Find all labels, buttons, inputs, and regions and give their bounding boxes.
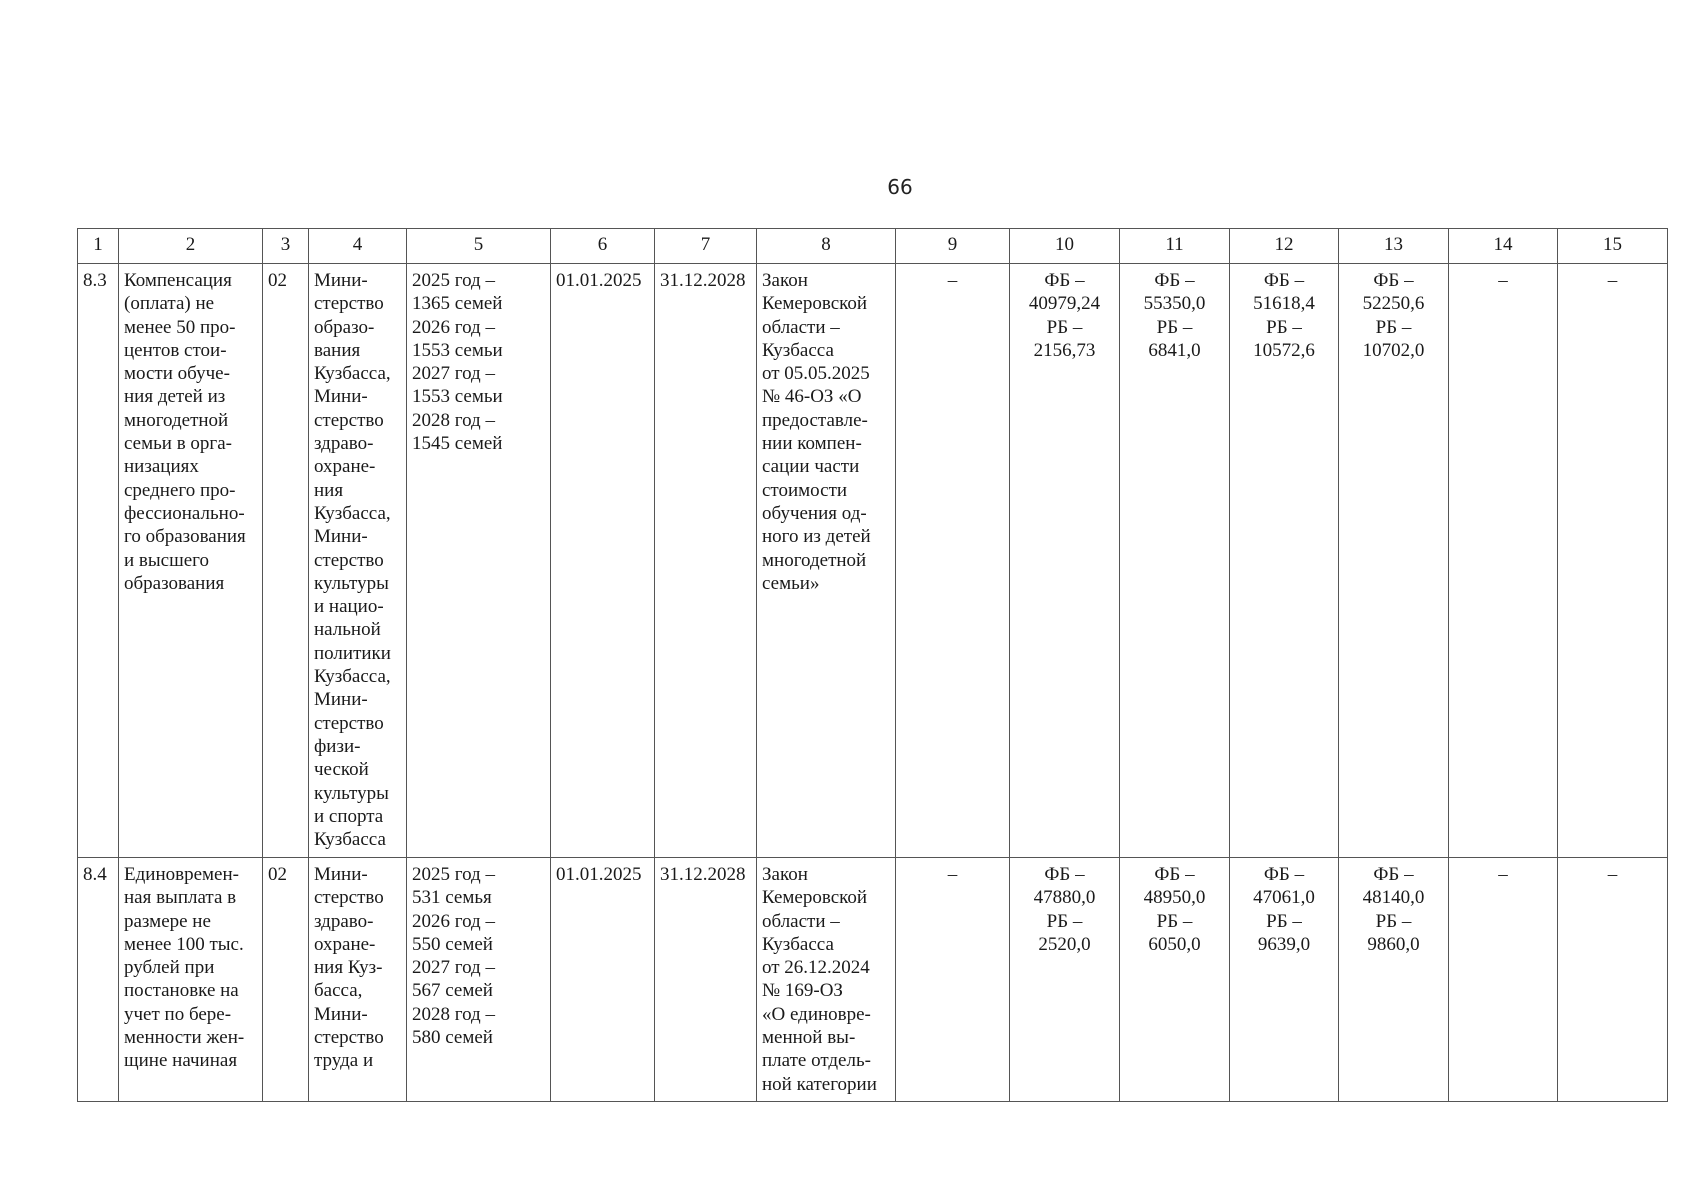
header-cell: 3 xyxy=(263,229,309,264)
col9-value: – xyxy=(896,264,1010,858)
measures-table xyxy=(77,228,1668,1102)
row-number: 8.4 xyxy=(78,858,119,1102)
col11-value: ФБ – 55350,0 РБ – 6841,0 xyxy=(1120,264,1230,858)
header-cell: 11 xyxy=(1120,229,1230,264)
col12-value: ФБ – 47061,0 РБ – 9639,0 xyxy=(1230,858,1339,1102)
table-row xyxy=(78,264,1668,858)
header-cell: 13 xyxy=(1339,229,1449,264)
legal-basis: Закон Кемеровской области – Кузбасса от 26.12.2024 № 169-ОЗ «О единовре- менной вы- плате отдель- ной категории xyxy=(757,858,896,1102)
col14-value: – xyxy=(1449,264,1558,858)
measure-code: 02 xyxy=(263,858,309,1102)
col13-value: ФБ – 52250,6 РБ – 10702,0 xyxy=(1339,264,1449,858)
measure-code: 02 xyxy=(263,264,309,858)
recipients: 2025 год – 1365 семей 2026 год – 1553 семьи 2027 год – 1553 семьи 2028 год – 1545 семей xyxy=(407,264,551,858)
col11-value: ФБ – 48950,0 РБ – 6050,0 xyxy=(1120,858,1230,1102)
header-cell: 5 xyxy=(407,229,551,264)
header-cell: 14 xyxy=(1449,229,1558,264)
end-date: 31.12.2028 xyxy=(655,858,757,1102)
end-date: 31.12.2028 xyxy=(655,264,757,858)
col14-value: – xyxy=(1449,858,1558,1102)
header-row xyxy=(78,229,1668,264)
row-number: 8.3 xyxy=(78,264,119,858)
header-cell: 9 xyxy=(896,229,1010,264)
col12-value: ФБ – 51618,4 РБ – 10572,6 xyxy=(1230,264,1339,858)
header-cell: 10 xyxy=(1010,229,1120,264)
header-cell: 6 xyxy=(551,229,655,264)
header-cell: 4 xyxy=(309,229,407,264)
col15-value: – xyxy=(1558,858,1668,1102)
table-row xyxy=(78,858,1668,1102)
executor: Мини- стерство образо- вания Кузбасса, Мини- стерство здраво- охране- ния Кузбасса, Мини- стерство культуры и нацио- нальной политики Кузбасса, Мини- стерство физи- ческой культуры и спорта Кузбасса xyxy=(309,264,407,858)
start-date: 01.01.2025 xyxy=(551,264,655,858)
col15-value: – xyxy=(1558,264,1668,858)
header-cell: 15 xyxy=(1558,229,1668,264)
start-date: 01.01.2025 xyxy=(551,858,655,1102)
header-cell: 7 xyxy=(655,229,757,264)
executor: Мини- стерство здраво- охране- ния Куз- басса, Мини- стерство труда и xyxy=(309,858,407,1102)
header-cell: 1 xyxy=(78,229,119,264)
header-cell: 2 xyxy=(119,229,263,264)
page-number: 66 xyxy=(887,175,913,199)
col9-value: – xyxy=(896,858,1010,1102)
measure-name: Единовремен- ная выплата в размере не менее 100 тыс. рублей при постановке на учет по бере- менности жен- щине начиная xyxy=(119,858,263,1102)
header-cell: 8 xyxy=(757,229,896,264)
legal-basis: Закон Кемеровской области – Кузбасса от 05.05.2025 № 46-ОЗ «О предоставле- нии компен- сации части стоимости обучения од- ного из детей многодетной семьи» xyxy=(757,264,896,858)
col10-value: ФБ – 40979,24 РБ – 2156,73 xyxy=(1010,264,1120,858)
measure-name: Компенсация (оплата) не менее 50 про- центов стои- мости обуче- ния детей из многодетной семьи в орга- низациях среднего про- фессионально- го образования и высшего образования xyxy=(119,264,263,858)
header-cell: 12 xyxy=(1230,229,1339,264)
col13-value: ФБ – 48140,0 РБ – 9860,0 xyxy=(1339,858,1449,1102)
recipients: 2025 год – 531 семья 2026 год – 550 семей 2027 год – 567 семей 2028 год – 580 семей xyxy=(407,858,551,1102)
col10-value: ФБ – 47880,0 РБ – 2520,0 xyxy=(1010,858,1120,1102)
